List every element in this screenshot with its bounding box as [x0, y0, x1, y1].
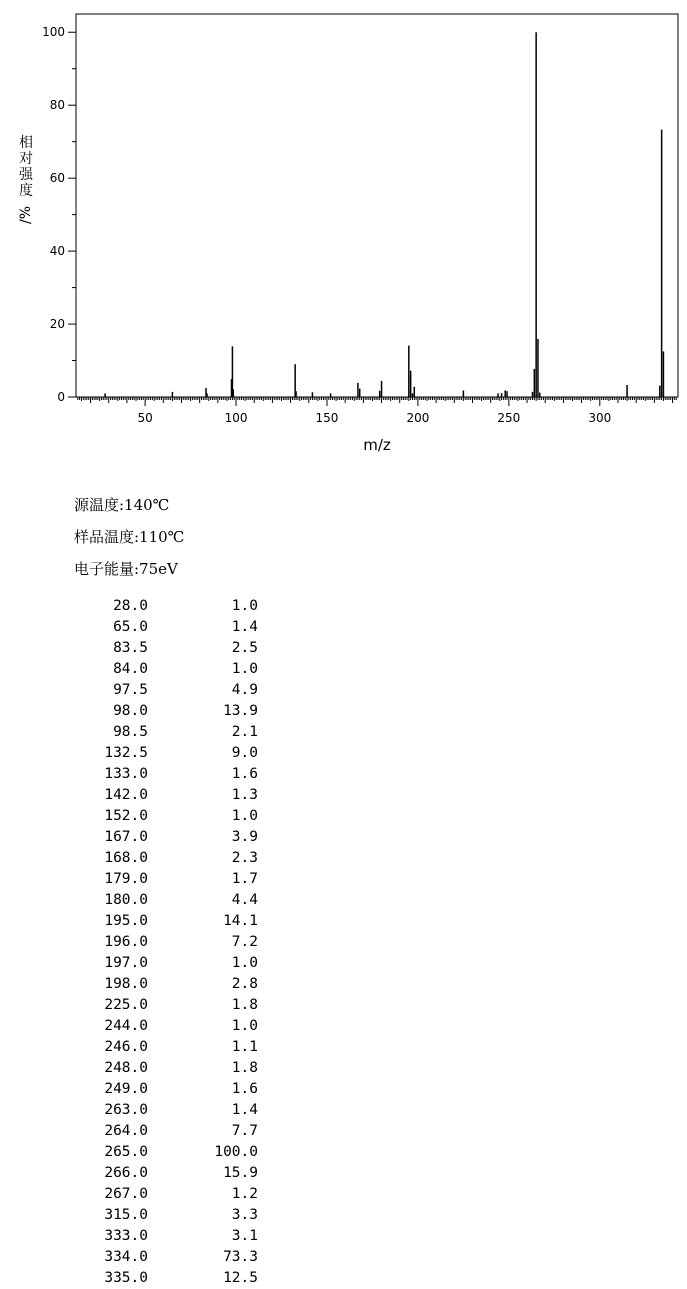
peak-mz: 265.0	[104, 1144, 148, 1160]
y-label-char: 度	[19, 183, 33, 199]
peak-row	[80, 1163, 258, 1184]
y-label-char: 相	[19, 135, 33, 151]
peak-intensity: 2.8	[231, 976, 258, 992]
y-axis-label	[18, 134, 34, 224]
peak-mz: 98.5	[113, 724, 148, 740]
peak-row	[80, 974, 258, 995]
peak-mz: 98.0	[113, 703, 148, 719]
y-tick-label: 0	[57, 390, 65, 404]
peak-intensity: 1.3	[231, 787, 258, 803]
peak-intensity: 14.1	[223, 913, 258, 929]
peak-intensity: 12.5	[223, 1270, 258, 1286]
peak-mz: 152.0	[104, 808, 148, 824]
y-label-char: 对	[19, 151, 33, 167]
peak-intensity: 1.0	[231, 1018, 258, 1034]
peak-intensity: 1.8	[231, 1060, 258, 1076]
peak-mz: 133.0	[104, 766, 148, 782]
peak-row	[80, 1016, 258, 1037]
peak-mz: 195.0	[104, 913, 148, 929]
peak-intensity: 100.0	[214, 1144, 258, 1160]
peak-intensity: 1.0	[231, 955, 258, 971]
peak-intensity: 2.1	[231, 724, 258, 740]
peak-mz: 196.0	[104, 934, 148, 950]
peak-intensity: 1.0	[231, 598, 258, 614]
peak-mz: 264.0	[104, 1123, 148, 1139]
x-tick-label: 100	[224, 411, 248, 425]
peak-row	[80, 995, 258, 1016]
peak-mz: 28.0	[113, 598, 148, 614]
peak-mz: 180.0	[104, 892, 148, 908]
peak-row	[80, 1058, 258, 1079]
source-temperature: 源温度:140℃	[74, 496, 170, 514]
y-tick-label: 100	[42, 25, 65, 40]
peak-intensity: 1.2	[231, 1186, 258, 1202]
y-tick-label: 40	[49, 244, 65, 259]
peak-row	[80, 869, 258, 890]
peak-intensity: 2.3	[231, 850, 258, 866]
peak-mz: 198.0	[104, 976, 148, 992]
peak-row	[80, 911, 258, 932]
peak-row	[80, 785, 258, 806]
peak-row	[80, 1142, 258, 1163]
peak-intensity: 1.0	[231, 661, 258, 677]
peak-intensity: 1.1	[231, 1039, 258, 1055]
peak-mz: 132.5	[104, 745, 148, 761]
peak-mz: 65.0	[113, 619, 148, 635]
peak-intensity: 3.9	[231, 829, 258, 845]
peak-row	[80, 617, 258, 638]
peak-intensity: 9.0	[231, 745, 258, 761]
peak-intensity: 2.5	[231, 640, 258, 656]
peak-mz: 266.0	[104, 1165, 148, 1181]
peak-intensity: 7.2	[231, 934, 258, 950]
peak-intensity: 1.7	[231, 871, 258, 887]
peak-row	[80, 659, 258, 680]
peak-intensity: 4.4	[231, 892, 258, 908]
y-label-char: 强	[19, 167, 33, 183]
peak-intensity: 1.4	[231, 619, 258, 635]
peak-intensity: 3.1	[231, 1228, 258, 1244]
spectrum-bars	[105, 32, 663, 397]
peak-intensity: 73.3	[223, 1249, 258, 1265]
peak-row	[80, 1100, 258, 1121]
peak-mz: 197.0	[104, 955, 148, 971]
peak-intensity: 1.8	[231, 997, 258, 1013]
y-tick-label: 20	[49, 317, 65, 332]
peak-mz: 335.0	[104, 1270, 148, 1286]
peak-row	[80, 1079, 258, 1100]
peak-row	[80, 953, 258, 974]
peak-row	[80, 1247, 258, 1268]
peak-mz: 142.0	[104, 787, 148, 803]
peak-row	[80, 1037, 258, 1058]
peak-mz: 246.0	[104, 1039, 148, 1055]
peak-row	[80, 890, 258, 911]
peak-row	[80, 1226, 258, 1247]
peak-intensity: 1.6	[231, 1081, 258, 1097]
peak-mz: 248.0	[104, 1060, 148, 1076]
peak-mz: 267.0	[104, 1186, 148, 1202]
experiment-conditions	[74, 492, 184, 588]
electron-energy: 电子能量:75eV	[74, 560, 178, 578]
x-tick-label: 300	[588, 411, 612, 425]
y-axis	[42, 25, 76, 404]
peak-mz: 249.0	[104, 1081, 148, 1097]
peak-row	[80, 764, 258, 785]
peak-intensity: 13.9	[223, 703, 258, 719]
sample-temperature: 样品温度:110℃	[74, 528, 185, 546]
peak-mz: 179.0	[104, 871, 148, 887]
peak-mz: 97.5	[113, 682, 148, 698]
peak-mz: 333.0	[104, 1228, 148, 1244]
peak-row	[80, 1205, 258, 1226]
peak-row	[80, 680, 258, 701]
peak-mz: 315.0	[104, 1207, 148, 1223]
peak-mz: 84.0	[113, 661, 148, 677]
peak-row	[80, 1184, 258, 1205]
x-tick-label: 150	[315, 411, 339, 425]
peak-mz: 334.0	[104, 1249, 148, 1265]
plot-frame	[76, 14, 678, 397]
peak-intensity: 1.0	[231, 808, 258, 824]
peak-row	[80, 1121, 258, 1142]
peak-intensity: 15.9	[223, 1165, 258, 1181]
x-tick-label: 250	[497, 411, 521, 425]
y-label-unit: /%	[18, 205, 34, 225]
peak-row	[80, 701, 258, 722]
peak-row	[80, 596, 258, 617]
x-axis-label: m/z	[363, 436, 391, 454]
peak-row	[80, 827, 258, 848]
peak-intensity: 7.7	[231, 1123, 258, 1139]
peak-intensity: 1.4	[231, 1102, 258, 1118]
peak-mz: 225.0	[104, 997, 148, 1013]
peak-mz: 167.0	[104, 829, 148, 845]
peak-row	[80, 638, 258, 659]
y-tick-label: 60	[49, 171, 65, 186]
peak-intensity: 3.3	[231, 1207, 258, 1223]
x-axis	[78, 397, 676, 425]
peak-intensity: 1.6	[231, 766, 258, 782]
peak-row	[80, 722, 258, 743]
y-tick-label: 80	[49, 98, 65, 113]
peak-table	[80, 596, 258, 1289]
peak-intensity: 4.9	[231, 682, 258, 698]
peak-mz: 263.0	[104, 1102, 148, 1118]
peak-mz: 83.5	[113, 640, 148, 656]
peak-mz: 244.0	[104, 1018, 148, 1034]
peak-row	[80, 848, 258, 869]
peak-row	[80, 743, 258, 764]
peak-row	[80, 932, 258, 953]
peak-row	[80, 806, 258, 827]
mass-spectrum-chart	[0, 0, 687, 470]
peak-mz: 168.0	[104, 850, 148, 866]
x-tick-label: 200	[406, 411, 430, 425]
x-tick-label: 50	[137, 411, 153, 425]
